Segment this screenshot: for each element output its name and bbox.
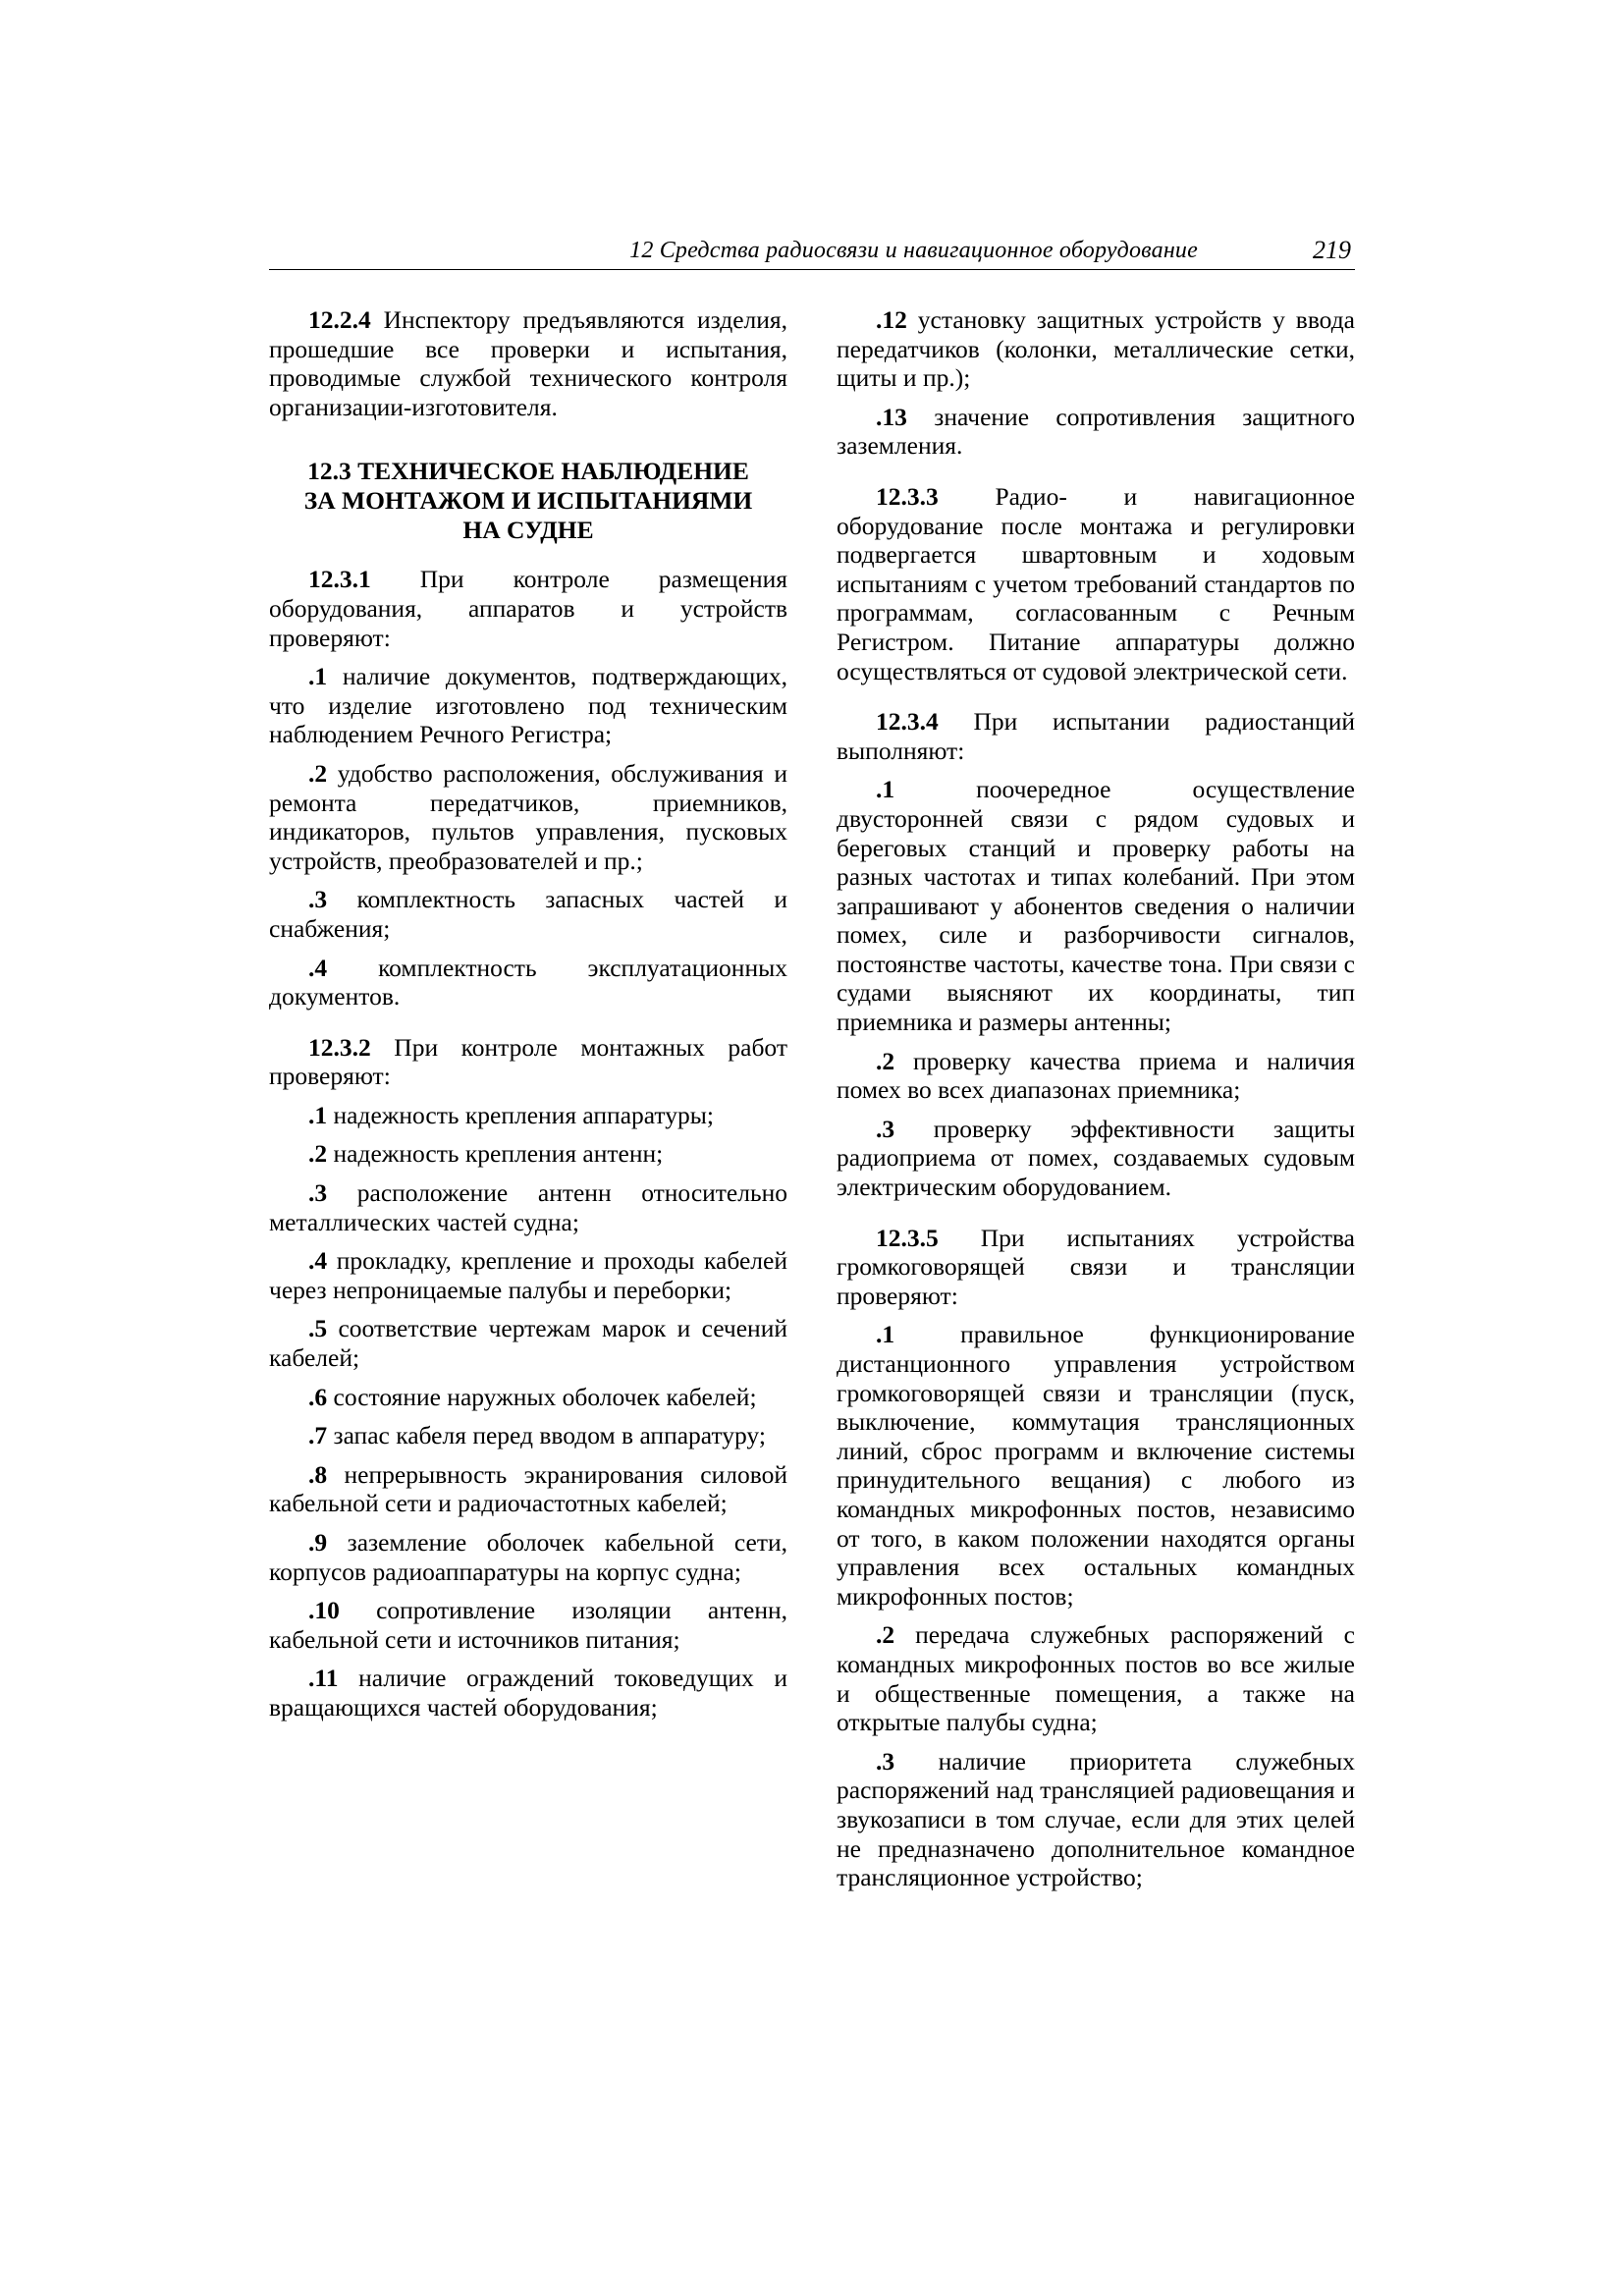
item-number: .4 [308,1246,328,1276]
list-item [269,1314,787,1372]
heading-line: НА СУДНЕ [462,516,594,545]
item-number: .2 [308,758,328,788]
heading-line: ЗА МОНТАЖОМ И ИСПЫТАНИЯМИ [303,486,753,516]
paragraph-text: Инспектору предъявляются изделия, прошедшие все проверки и испытания, проводимые службой технического контроля организации-изготовителя. [269,305,787,421]
item-text: передача служебных распоряжений с командных микрофонных постов во все жилые и общественные помещения, а также на открытые палубы судна; [837,1620,1355,1737]
list-item [837,1047,1355,1105]
item-text: наличие документов, подтверждающих, что изделие изготовлено под техническим наблюдением Речного Регистра; [269,662,787,749]
paragraph-text: При испытании радиостанций выполняют: [837,707,1355,765]
item-number: .3 [308,1178,328,1208]
section-heading-12-3 [269,457,787,545]
item-number: .2 [876,1046,895,1075]
item-text: состояние наружных оболочек кабелей; [327,1382,757,1411]
right-column [837,305,1355,1902]
header-title: 12 Средства радиосвязи и навигационное оборудование [629,238,1198,263]
paragraph-12-2-4 [269,305,787,421]
item-text: надежность крепления аппаратуры; [327,1100,714,1129]
list-item [269,1139,787,1169]
item-text: правильное функционирование дистанционного управления устройством громкоговорящей связи и трансляции (пуск, выключение, коммутация трансляционных линий, сброс программ и включение системы принудительного вещания) с любого из командных микрофонных постов, независимо от того, в каком положении находятся органы управления всех остальных командных микрофонных постов; [837,1320,1355,1611]
item-text: надежность крепления антенн; [327,1139,664,1169]
item-text: проверку качества приема и наличия помех во всех диапазонах приемника; [837,1046,1355,1105]
section-number: 12.3.3 [876,481,939,511]
running-header [269,236,1355,270]
paragraph-text: Радио- и навигационное оборудование после монтажа и регулировки подвергается швартовным и ходовым испытаниям с учетом требований стандартов по программам, согласованным с Речным Регистром. Питание аппаратуры должно осуществляться от судовой электрической сети. [837,481,1355,685]
item-number: .1 [876,1320,895,1349]
page-number: 219 [1313,236,1351,264]
item-number: .8 [308,1459,328,1489]
list-item [269,1421,787,1450]
list-item [269,1664,787,1722]
item-text: удобство расположения, обслуживания и ремонта передатчиков, приемников, индикаторов, пультов управления, пусковых устройств, преобразователей и пр.; [269,758,787,875]
section-number: 12.2.4 [308,305,371,334]
item-text: значение сопротивления защитного заземления. [837,402,1355,461]
section-number: 12.3.4 [876,707,939,737]
item-text: наличие ограждений токоведущих и вращающихся частей оборудования; [269,1664,787,1722]
item-text: комплектность запасных частей и снабжения; [269,885,787,943]
item-number: .12 [876,305,907,334]
item-number: .5 [308,1314,328,1343]
paragraph-12-3-2 [269,1033,787,1091]
item-text: запас кабеля перед вводом в аппаратуру; [327,1421,766,1450]
heading-line: 12.3 ТЕХНИЧЕСКОЕ НАБЛЮДЕНИЕ [307,457,749,486]
item-number: .2 [876,1620,895,1650]
item-number: .1 [308,1100,328,1129]
left-column [269,305,787,1732]
list-item [837,305,1355,393]
section-number: 12.3.5 [876,1223,939,1252]
list-item [269,954,787,1011]
paragraph-text: При испытаниях устройства громкоговорящей связи и трансляции проверяют: [837,1223,1355,1310]
list-item [269,1528,787,1586]
item-number: .13 [876,402,907,431]
paragraph-text: При контроле размещения оборудования, аппаратов и устройств проверяют: [269,565,787,652]
section-number: 12.3.1 [308,565,371,594]
list-item [837,403,1355,461]
list-item [269,885,787,943]
item-number: .2 [308,1139,328,1169]
list-item [269,1101,787,1130]
item-number: .10 [308,1596,340,1625]
list-item [837,1620,1355,1736]
item-number: .6 [308,1382,328,1411]
paragraph-12-3-4 [837,707,1355,765]
item-number: .3 [308,885,328,914]
item-text: установку защитных устройств у ввода передатчиков (колонки, металлические сетки, щиты и пр.); [837,305,1355,393]
paragraph-12-3-3 [837,482,1355,685]
item-number: .3 [876,1114,895,1143]
list-item [837,1115,1355,1202]
item-text: прокладку, крепление и проходы кабелей через непроницаемые палубы и переборки; [269,1246,787,1304]
section-number: 12.3.2 [308,1032,371,1062]
paragraph-12-3-5 [837,1224,1355,1311]
list-item [269,662,787,749]
item-text: проверку эффективности защиты радиоприема от помех, создаваемых судовым электрическим оборудованием. [837,1114,1355,1202]
item-text: соответствие чертежам марок и сечений кабелей; [269,1314,787,1373]
list-item [269,759,787,875]
list-item [269,1596,787,1654]
list-item [837,1320,1355,1611]
item-text: поочередное осуществление двусторонней связи с рядом судовых и береговых станций и проверку работы на разных частотах и типах колебаний. При этом запрашивают у абонентов сведения о наличии помех, силе и разборчивости сигналов, постоянстве частоты, качестве тона. При связи с судами выясняют их координаты, тип приемника и размеры антенны; [837,775,1355,1037]
item-number: .4 [308,953,328,982]
list-item [269,1383,787,1412]
item-number: .9 [308,1528,328,1557]
item-text: расположение антенн относительно металлических частей судна; [269,1178,787,1236]
list-item [269,1246,787,1304]
item-text: сопротивление изоляции антенн, кабельной сети и источников питания; [269,1596,787,1654]
item-number: .11 [308,1664,339,1693]
item-text: непрерывность экранирования силовой кабельной сети и радиочастотных кабелей; [269,1459,787,1518]
item-number: .7 [308,1421,328,1450]
item-number: .3 [876,1746,895,1776]
item-number: .1 [308,662,328,691]
paragraph-12-3-1 [269,565,787,652]
list-item [837,775,1355,1036]
list-item [269,1178,787,1236]
paragraph-text: При контроле монтажных работ проверяют: [269,1032,787,1091]
item-text: комплектность эксплуатационных документов. [269,953,787,1011]
list-item [837,1747,1355,1892]
item-text: наличие приоритета служебных распоряжений над трансляцией радиовещания и звукозаписи в том случае, если для этих целей не предназначено дополнительное командное трансляционное устройство; [837,1746,1355,1892]
item-number: .1 [876,775,895,804]
item-text: заземление оболочек кабельной сети, корпусов радиоаппаратуры на корпус судна; [269,1528,787,1586]
list-item [269,1460,787,1518]
